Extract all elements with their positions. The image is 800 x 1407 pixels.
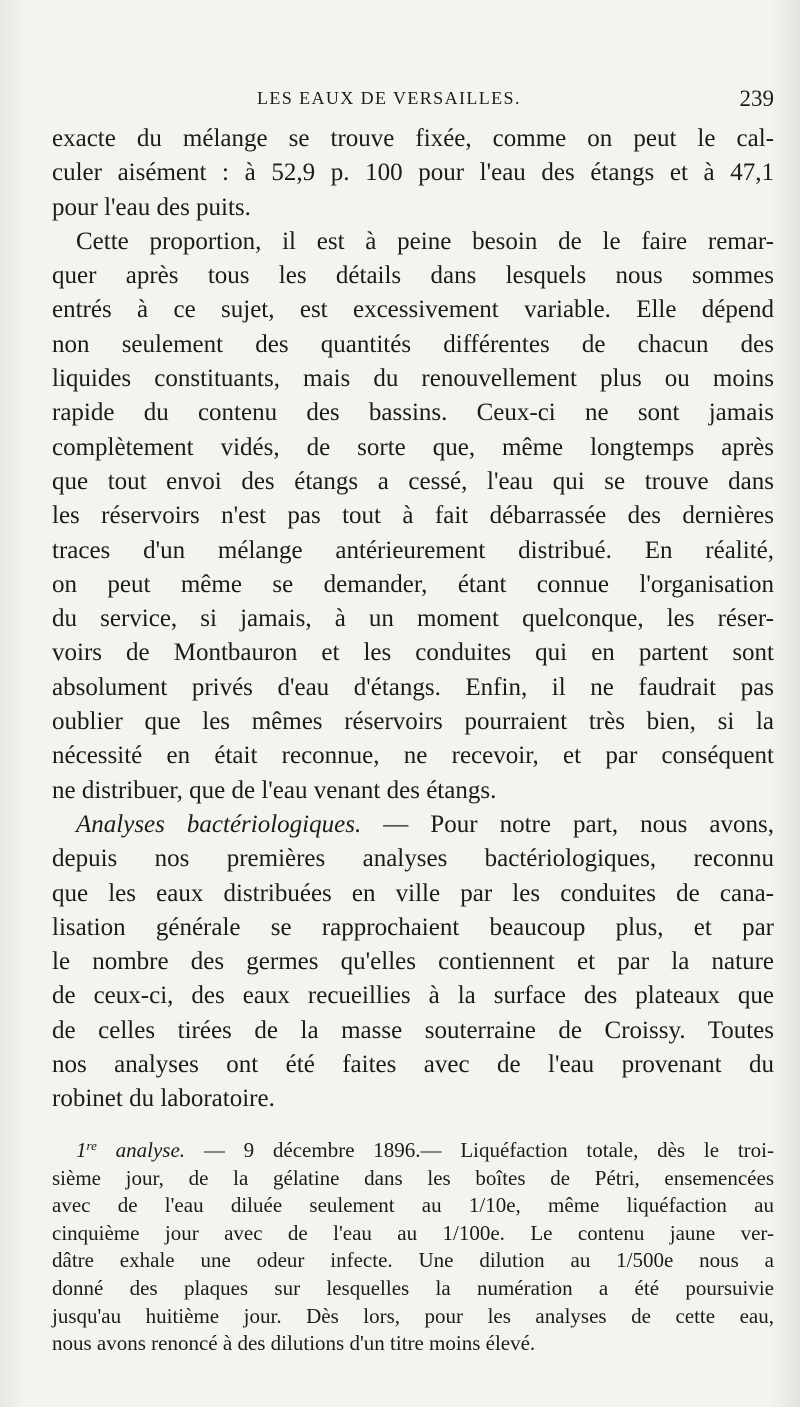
text-line: nécessité en était reconnue, ne recevoir, et par conséquent bbox=[52, 742, 774, 770]
body-text bbox=[52, 122, 774, 1117]
text-line: que les eaux distribuées en ville par les conduites de cana- bbox=[52, 879, 774, 907]
section-lead: Analyses bactériologiques. bbox=[76, 810, 362, 838]
note-lead bbox=[76, 1138, 185, 1162]
text-line: du service, si jamais, à un moment quelconque, les réser- bbox=[52, 605, 774, 633]
text-line: pour l'eau des puits. bbox=[52, 193, 251, 221]
text-line: sième jour, de la gélatine dans les boîtes de Pétri, ensemencées bbox=[52, 1165, 774, 1190]
text-fragment: — 9 décembre 1896.— Liquéfaction totale, dès le troi- bbox=[185, 1138, 774, 1162]
text-line: de celles tirées de la masse souterraine de Croissy. Toutes bbox=[52, 1016, 774, 1044]
text-line bbox=[52, 1137, 774, 1165]
page-number: 239 bbox=[739, 86, 774, 111]
text-line: le nombre des germes qu'elles contiennent et par la nature bbox=[52, 948, 774, 976]
analysis-note bbox=[52, 1137, 774, 1358]
text-line: Cette proportion, il est à peine besoin de le faire remar- bbox=[76, 227, 774, 255]
text-line: non seulement des quantités différentes de chacun des bbox=[52, 330, 774, 358]
text-line: cinquième jour avec de l'eau au 1/100e. Le contenu jaune ver- bbox=[52, 1220, 774, 1245]
text-line: entrés à ce sujet, est excessivement variable. Elle dépend bbox=[52, 296, 774, 324]
note-number: 1 bbox=[76, 1138, 87, 1162]
text-line: les réservoirs n'est pas tout à fait débarrassée des dernières bbox=[52, 502, 774, 530]
page-header bbox=[52, 86, 774, 112]
text-line: liquides constituants, mais du renouvellement plus ou moins bbox=[52, 365, 774, 393]
text-line: dâtre exhale une odeur infecte. Une dilution au 1/500e nous a bbox=[52, 1248, 774, 1273]
text-line: oublier que les mêmes réservoirs pourraient très bien, si la bbox=[52, 708, 774, 736]
paragraph-proportion bbox=[52, 225, 774, 808]
text-line: nos analyses ont été faites avec de l'eau provenant du bbox=[52, 1051, 774, 1079]
text-line: ne distribuer, que de l'eau venant des étangs. bbox=[52, 776, 497, 804]
text-line: avec de l'eau diluée seulement au 1/10e, même liquéfaction au bbox=[52, 1193, 774, 1218]
note-number-suffix: re bbox=[86, 1137, 97, 1153]
text-line: quer après tous les détails dans lesquels nous sommes bbox=[52, 262, 774, 290]
text-line: exacte du mélange se trouve fixée, comme on peut le cal- bbox=[52, 125, 774, 152]
text-line bbox=[52, 808, 774, 842]
text-line: robinet du laboratoire. bbox=[52, 1085, 275, 1113]
text-line: donné des plaques sur lesquelles la numération a été poursuivie bbox=[52, 1275, 774, 1300]
text-line: nous avons renoncé à des dilutions d'un titre moins élevé. bbox=[52, 1331, 536, 1356]
running-head: LES EAUX DE VERSAILLES. bbox=[257, 88, 521, 108]
text-line: complètement vidés, de sorte que, même longtemps après bbox=[52, 433, 774, 461]
text-line: absolument privés d'eau d'étangs. Enfin, il ne faudrait pas bbox=[52, 673, 774, 701]
text-line: que tout envoi des étangs a cessé, l'eau qui se trouve dans bbox=[52, 467, 774, 495]
text-line: jusqu'au huitième jour. Dès lors, pour les analyses de cette eau, bbox=[52, 1303, 774, 1328]
text-line: de ceux-ci, des eaux recueillies à la surface des plateaux que bbox=[52, 982, 774, 1010]
text-line: lisation générale se rapprochaient beaucoup plus, et par bbox=[52, 913, 774, 941]
text-fragment: — Pour notre part, nous avons, bbox=[361, 810, 774, 838]
text-line: on peut même se demander, étant connue l'organisation bbox=[52, 570, 774, 598]
text-line: depuis nos premières analyses bactériologiques, reconnu bbox=[52, 845, 774, 873]
text-line: traces d'un mélange antérieurement distribué. En réalité, bbox=[52, 536, 774, 564]
note-lead-text: analyse. bbox=[96, 1138, 186, 1162]
text-line: culer aisément : à 52,9 p. 100 pour l'eau des étangs et à 47,1 bbox=[52, 159, 774, 187]
paragraph-bacteriological bbox=[52, 808, 774, 1117]
text-line: rapide du contenu des bassins. Ceux-ci ne sont jamais bbox=[52, 399, 774, 427]
paragraph-continuation bbox=[52, 122, 774, 225]
text-line: voirs de Montbauron et les conduites qui en partent sont bbox=[52, 639, 774, 667]
